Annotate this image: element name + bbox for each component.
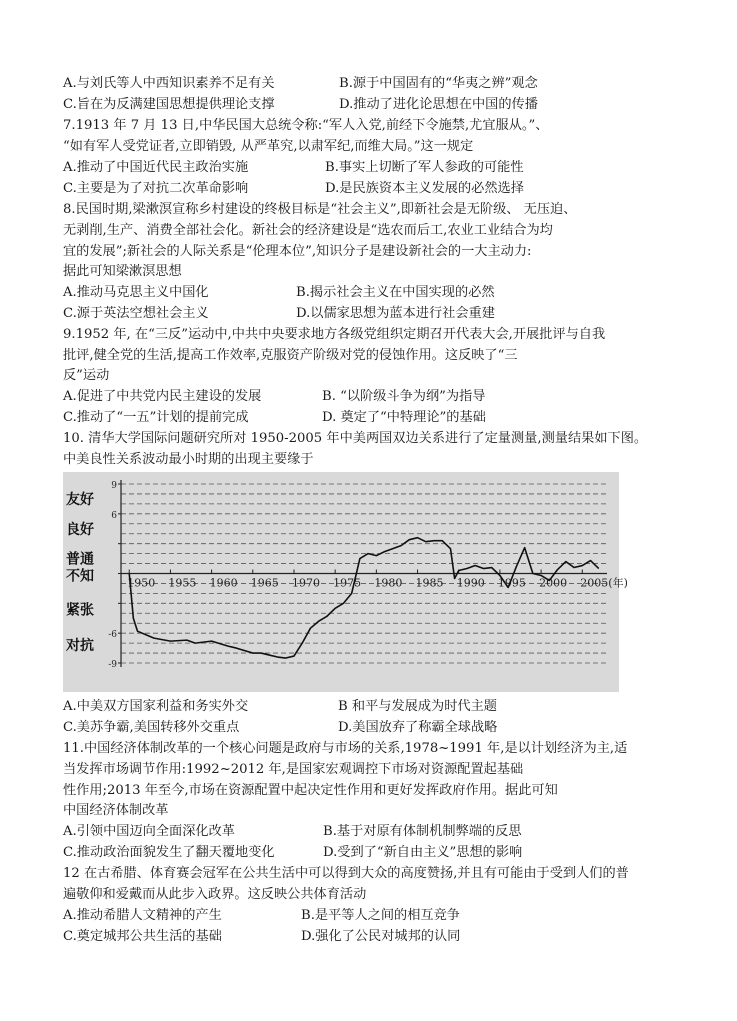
q9-option-c: C.推动了“一五”计划的提前完成 [63, 410, 249, 425]
q11-stem-line1: 11.中国经济体制改革的一个核心问题是政府与市场的关系,1978~1991 年,是以计划经济为主,适 [63, 741, 628, 756]
q11-stem-line3: 性作用;2013 年至今,市场在资源配置中起决定性作用和更好发挥政府作用。据此可知 [63, 783, 558, 798]
y-tick-label: 9 [111, 481, 117, 491]
q6-option-d: D.推动了进化论思想在中国的传播 [339, 97, 538, 112]
q7-option-d: D.是民族资本主义发展的必然选择 [325, 181, 524, 196]
x-tick-label: 1960 [209, 576, 238, 590]
y-category-label: 对抗 [66, 638, 94, 655]
x-tick-label: 2000 [539, 576, 568, 590]
y-category-label: 良好 [66, 521, 94, 538]
y-tick-label: 6 [111, 510, 117, 521]
y-category-label: 不知 [66, 568, 94, 585]
q12-stem-line1: 12 在古希腊、体育赛会冠军在公共生活中可以得到大众的高度赞扬,并且有可能由于受到人们的普 [63, 866, 629, 881]
q10-option-a: A.中美双方国家利益和务实外交 [63, 699, 249, 714]
q8-option-b: B.揭示社会主义在中国实现的必然 [296, 285, 495, 300]
q9-stem-line2: 批评,健全党的生活,提高工作效率,克服资产阶级对党的侵蚀作用。这反映了“三 [63, 348, 518, 363]
q8-stem-line3: 宜的发展”;新社会的人际关系是“伦理本位”,知识分子是建设新社会的一大主动力: [63, 244, 532, 259]
q9-stem-line3: 反”运动 [63, 368, 110, 383]
y-category-label: 友好 [66, 491, 94, 508]
q9-stem-line1: 9.1952 年, 在“三反”运动中,中共中央要求地方各级党组织定期召开代表大会,开展批评与自我 [63, 327, 606, 342]
q8-option-c: C.源于英法空想社会主义 [63, 306, 209, 321]
q7-stem-line2: “如有军人受党证者,立即销毁, 从严革究,以肃军纪,而维大局。”这一规定 [63, 139, 474, 154]
x-tick-label: 1995 [497, 576, 526, 590]
x-tick-label: 2005(年) [580, 576, 628, 590]
x-tick-label: 1975 [333, 576, 362, 590]
x-tick-label: 1970 [291, 576, 320, 590]
q10-stem-line2: 中美良性关系波动最小时期的出现主要缘于 [63, 452, 314, 467]
x-tick-label: 1990 [456, 576, 485, 590]
q8-option-a: A.推动马克思主义中国化 [63, 285, 209, 300]
x-tick-label: 1950 [127, 576, 156, 590]
y-tick-label: -9 [108, 660, 117, 670]
q10-stem-line1: 10. 清华大学国际问题研究所对 1950-2005 年中美两国双边关系进行了定量测量,测量结果如下图。 [63, 431, 648, 446]
q11-stem-line4: 中国经济体制改革 [63, 803, 169, 818]
q8-stem-line1: 8.民国时期,梁漱溟宣称乡村建设的终极目标是“社会主义”,即新社会是无阶级、 无压迫、 [63, 202, 577, 217]
x-tick-label: 1980 [374, 576, 403, 590]
q9-option-a: A.促进了中共党内民主建设的发展 [63, 389, 262, 404]
q9-option-d: D. 奠定了“中特理论”的基础 [322, 410, 486, 425]
q6-option-a: A.与刘氏等人中西知识素养不足有关 [63, 76, 275, 91]
q11-option-a: A.引领中国迈向全面深化改革 [63, 824, 235, 839]
q10-option-c: C.美苏争霸,美国转移外交重点 [63, 720, 240, 735]
q7-option-c: C.主要是为了对抗二次革命影响 [63, 181, 249, 196]
y-tick-label: -6 [108, 630, 117, 641]
q11-option-b: B.基于对原有体制机制弊端的反思 [323, 824, 522, 839]
q12-option-b: B.是平等人之间的相互竞争 [301, 908, 460, 923]
q12-option-a: A.推动希腊人文精神的产生 [63, 908, 222, 923]
q12-option-c: C.奠定城邦公共生活的基础 [63, 929, 222, 944]
q6-option-c: C.旨在为反满建国思想提供理论支撑 [63, 97, 275, 112]
x-tick-label: 1955 [168, 576, 197, 590]
relations-chart [63, 472, 628, 692]
q8-stem-line4: 据此可知梁漱溟思想 [63, 264, 182, 279]
y-category-label: 普通 [66, 551, 94, 568]
q7-option-a: A.推动了中国近代民主政治实施 [63, 160, 249, 175]
q7-stem-line1: 7.1913 年 7 月 13 日,中华民国大总统令称:“军人入党,前经下令施禁,尤宜服从。”、 [63, 118, 549, 133]
x-tick-label: 1965 [250, 576, 279, 590]
q12-option-d: D.强化了公民对城邦的认同 [301, 929, 461, 944]
q11-option-c: C.推动政治面貌发生了翻天覆地变化 [63, 845, 275, 860]
q8-stem-line2: 无剥削,生产、消费全部社会化。新社会的经济建设是“选农而后工,农业工业结合为均 [63, 223, 553, 238]
x-tick-label: 1985 [415, 576, 444, 590]
q10-option-d: D.美国放弃了称霸全球战略 [338, 720, 498, 735]
q7-option-b: B.事实上切断了军人参政的可能性 [325, 160, 524, 175]
q8-option-d: D.以儒家思想为蓝本进行社会重建 [296, 306, 495, 321]
q11-option-d: D.受到了“新自由主义”思想的影响 [323, 845, 523, 860]
q11-stem-line2: 当发挥市场调节作用:1992~2012 年,是国家宏观调控下市场对资源配置起基础 [63, 762, 524, 777]
y-category-label: 紧张 [66, 602, 94, 619]
relations-series-line [129, 538, 599, 658]
q6-option-b: B.源于中国固有的“华夷之辨”观念 [339, 76, 538, 91]
q9-option-b: B. “以阶级斗争为纲”为指导 [322, 389, 486, 404]
relations-chart-svg [63, 472, 628, 692]
q10-option-b: B 和平与发展成为时代主题 [338, 699, 497, 714]
q12-stem-line2: 遍敬仰和爱戴而从此步入政界。这反映公共体育活动 [63, 887, 367, 902]
